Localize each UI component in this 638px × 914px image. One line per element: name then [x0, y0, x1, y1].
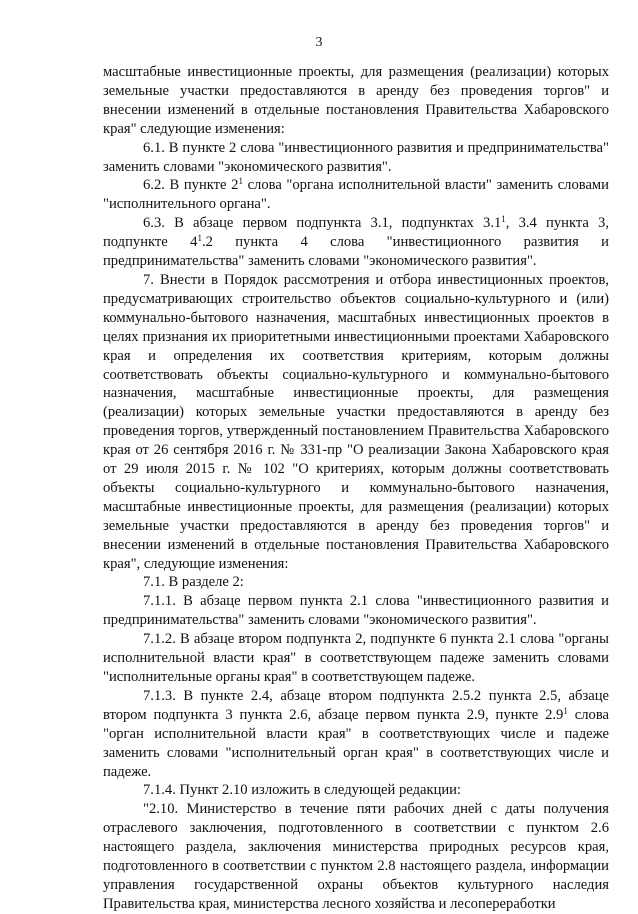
text-run: 7.1. В разделе 2: [143, 574, 244, 591]
text-run: "2.10. Министерство в течение пяти рабочих дней с даты получения отраслевого заключения, подготовленного в соответствии с пунктом 2.6 настоящего раздела, заключения министерства природных ресурсов края, подготовленного в соответствии с пунктом 2.8 настоящего раздела, информации управления государственной охраны объектов культурного наследия Правительства края, министерства лесного хозяйства и лесопереработки [103, 801, 609, 912]
text-run: 7.1.4. Пункт 2.10 изложить в следующей редакции: [143, 782, 462, 799]
text-run: 6.3. В абзаце первом подпункта 3.1, подпунктах 3.1 [143, 215, 502, 232]
superscript: 1 [238, 176, 243, 187]
paragraph-p2 [103, 176, 609, 214]
paragraph-p9 [103, 781, 609, 800]
text-run: 6.2. В пункте 2 [143, 177, 239, 194]
paragraph-p7 [103, 630, 609, 687]
page-number: 3 [315, 35, 323, 50]
text-run: 7.1.3. В пункте 2.4, абзаце втором подпункта 2.5.2 пункта 2.5, абзаце втором подпункта 3 пункта 2.6, абзаце первом пункта 2.9, пункте 2.9 [103, 687, 609, 723]
superscript: 1 [563, 705, 568, 716]
superscript: 1 [501, 214, 506, 225]
text-run: .2 пункта 4 слова "инвестиционного развития и предпринимательства" заменить словами "экономического развития". [103, 234, 609, 270]
text-run: слова "органа исполнительной власти" заменить словами "исполнительного органа". [103, 177, 609, 213]
paragraph-p10 [103, 800, 609, 913]
text-run: слова "орган исполнительной власти края" в соответствующих числе и падеже заменить словами "исполнительный орган края" в соответствующих числе и падеже. [103, 706, 610, 780]
superscript: 1 [197, 233, 202, 244]
text-run: 7. Внести в Порядок рассмотрения и отбора инвестиционных проектов, предусматривающих строительство объектов социально-культурного и (или) коммунально-бытового назначения, масштабных инвестиционных проектов в целях признания их приоритетными инвестиционными проектами Хабаровского края и определения их соответствия критериям, которым должны соответствовать объекты социально-культурного и коммунально-бытового назначения, масштабные инвестиционные проекты, для размещения (реализации) которых земельные участки предоставляются в аренду без проведения торгов, утвержденный постановлением Правительства Хабаровского края от 26 сентября 2016 г. № 331-пр "О реализации Закона Хабаровского края от 29 июля 2015 г. № 102 "О критериях, которым должны соответствовать объекты социально-культурного и коммунально-бытового назначения, масштабные инвестиционные проекты, для размещения (реализации) которых земельные участки предоставляются в аренду без проведения торгов" и внесении изменений в отдельные постановления Правительства Хабаровского края", следующие изменения: [103, 271, 609, 572]
text-run: , 3.4 пункта 3, подпункте 4 [103, 215, 609, 251]
paragraph-p5 [103, 573, 609, 592]
text-run: 7.1.1. В абзаце первом пункта 2.1 слова "инвестиционного развития и предпринимательства" заменить словами "экономического развития". [103, 593, 609, 629]
text-run: масштабные инвестиционные проекты, для размещения (реализации) которых земельные участки предоставляются в аренду без проведения торгов" и внесении изменений в отдельные постановления Правительства Хабаровского края" следующие изменения: [103, 64, 609, 137]
paragraph-p1 [103, 139, 609, 177]
paragraph-p4 [103, 271, 609, 574]
paragraph-p8 [103, 687, 609, 782]
document-body [103, 63, 609, 914]
text-run: 6.1. В пункте 2 слова "инвестиционного развития и предпринимательства" заменить словами "экономического развития". [103, 139, 609, 175]
paragraph-p6 [103, 592, 609, 630]
paragraph-p0 [103, 63, 609, 139]
paragraph-p3 [103, 214, 609, 271]
text-run: 7.1.2. В абзаце втором подпункта 2, подпункте 6 пункта 2.1 слова "органы исполнительной власти края" в соответствующем падеже заменить словами "исполнительные органы края" в соответствующем падеже. [103, 631, 609, 685]
